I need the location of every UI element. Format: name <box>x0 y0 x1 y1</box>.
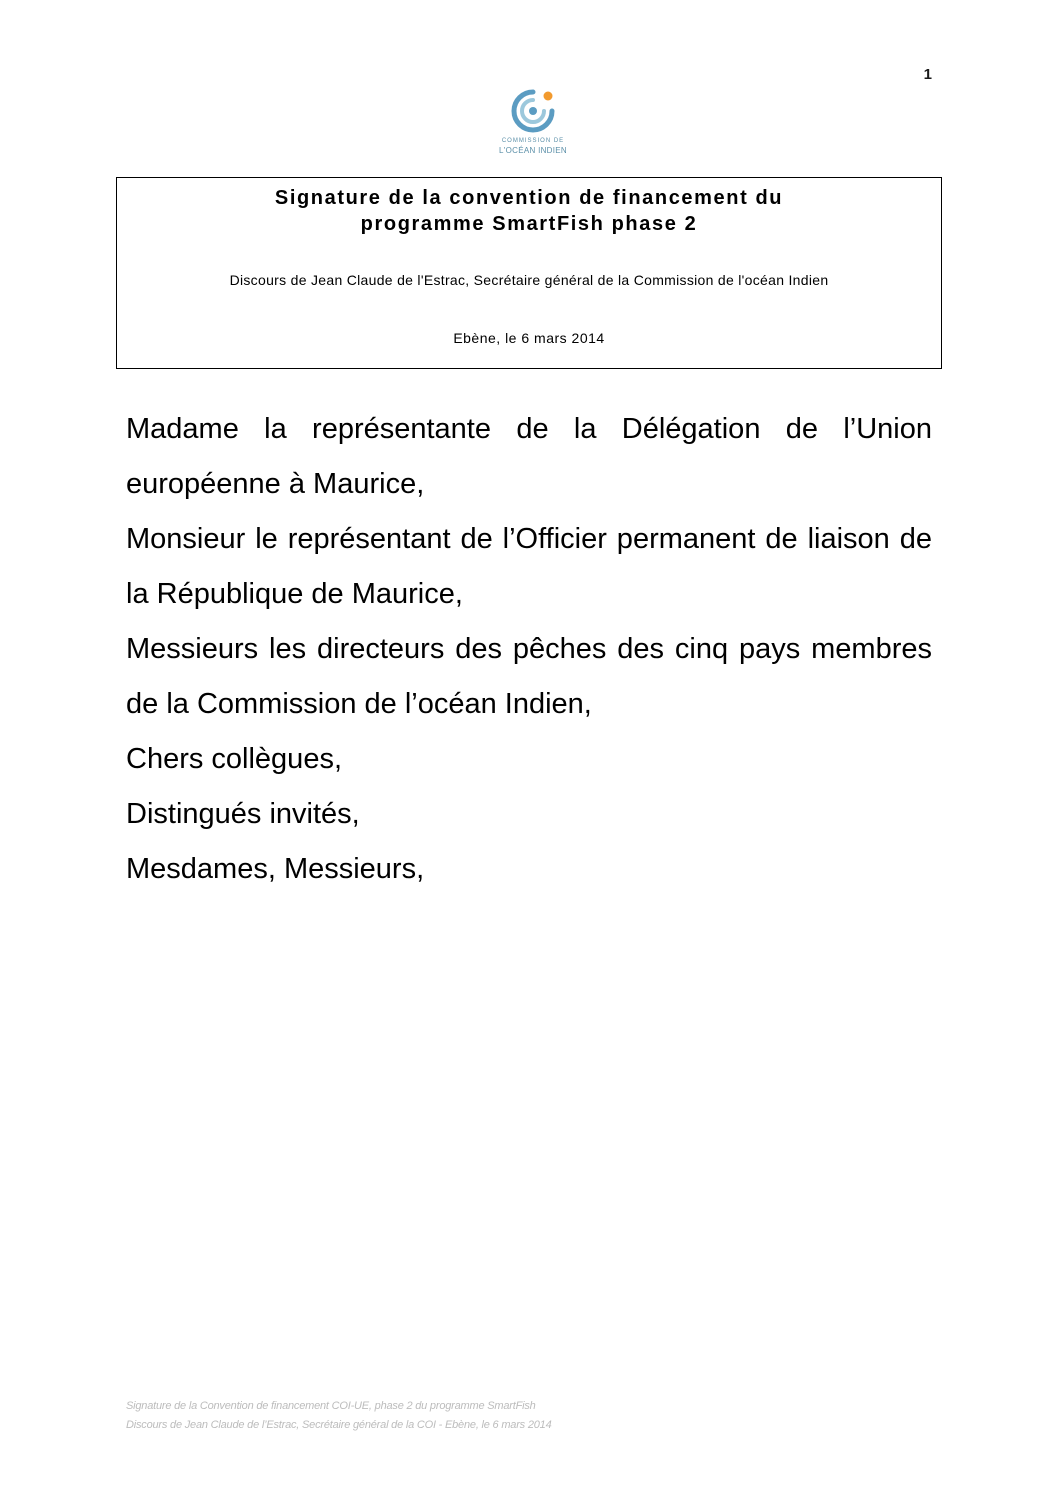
title-line-1: Signature de la convention de financement du <box>274 187 784 209</box>
page-number: 1 <box>923 66 932 83</box>
footer-line-1: Signature de la Convention de financement COI-UE, phase 2 du programme SmartFish <box>126 1400 536 1412</box>
salutation-line: Messieurs les directeurs des pêches des cinq pays membres de la Commission de l’océan Indien, <box>126 633 932 720</box>
footer-line-2: Discours de Jean Claude de l’Estrac, Secrétaire général de la COI - Ebène, le 6 mars 2014 <box>126 1419 552 1431</box>
coi-logo <box>488 86 578 158</box>
document-subtitle: Discours de Jean Claude de l'Estrac, Secrétaire général de la Commission de l'océan Indien <box>229 272 829 288</box>
salutation-line: Distingués invités, <box>126 798 360 830</box>
document-title <box>117 185 941 237</box>
logo-org-line1: COMMISSION DE <box>501 138 565 144</box>
salutation-line: Madame la représentante de la Délégation de l’Union européenne à Maurice, <box>126 413 932 500</box>
page-footer <box>126 1397 552 1435</box>
salutation-line: Monsieur le représentant de l’Officier permanent de liaison de la République de Maurice, <box>126 523 932 610</box>
salutation-line: Mesdames, Messieurs, <box>126 853 425 885</box>
title-line-2: programme SmartFish phase 2 <box>360 213 698 235</box>
coi-logo-icon <box>508 86 558 136</box>
salutations-list <box>126 402 932 897</box>
logo-org-line2: L'OCÉAN INDIEN <box>499 146 567 155</box>
salutation-line: Chers collègues, <box>126 743 342 775</box>
header-box <box>116 177 942 369</box>
document-date: Ebène, le 6 mars 2014 <box>453 330 605 346</box>
